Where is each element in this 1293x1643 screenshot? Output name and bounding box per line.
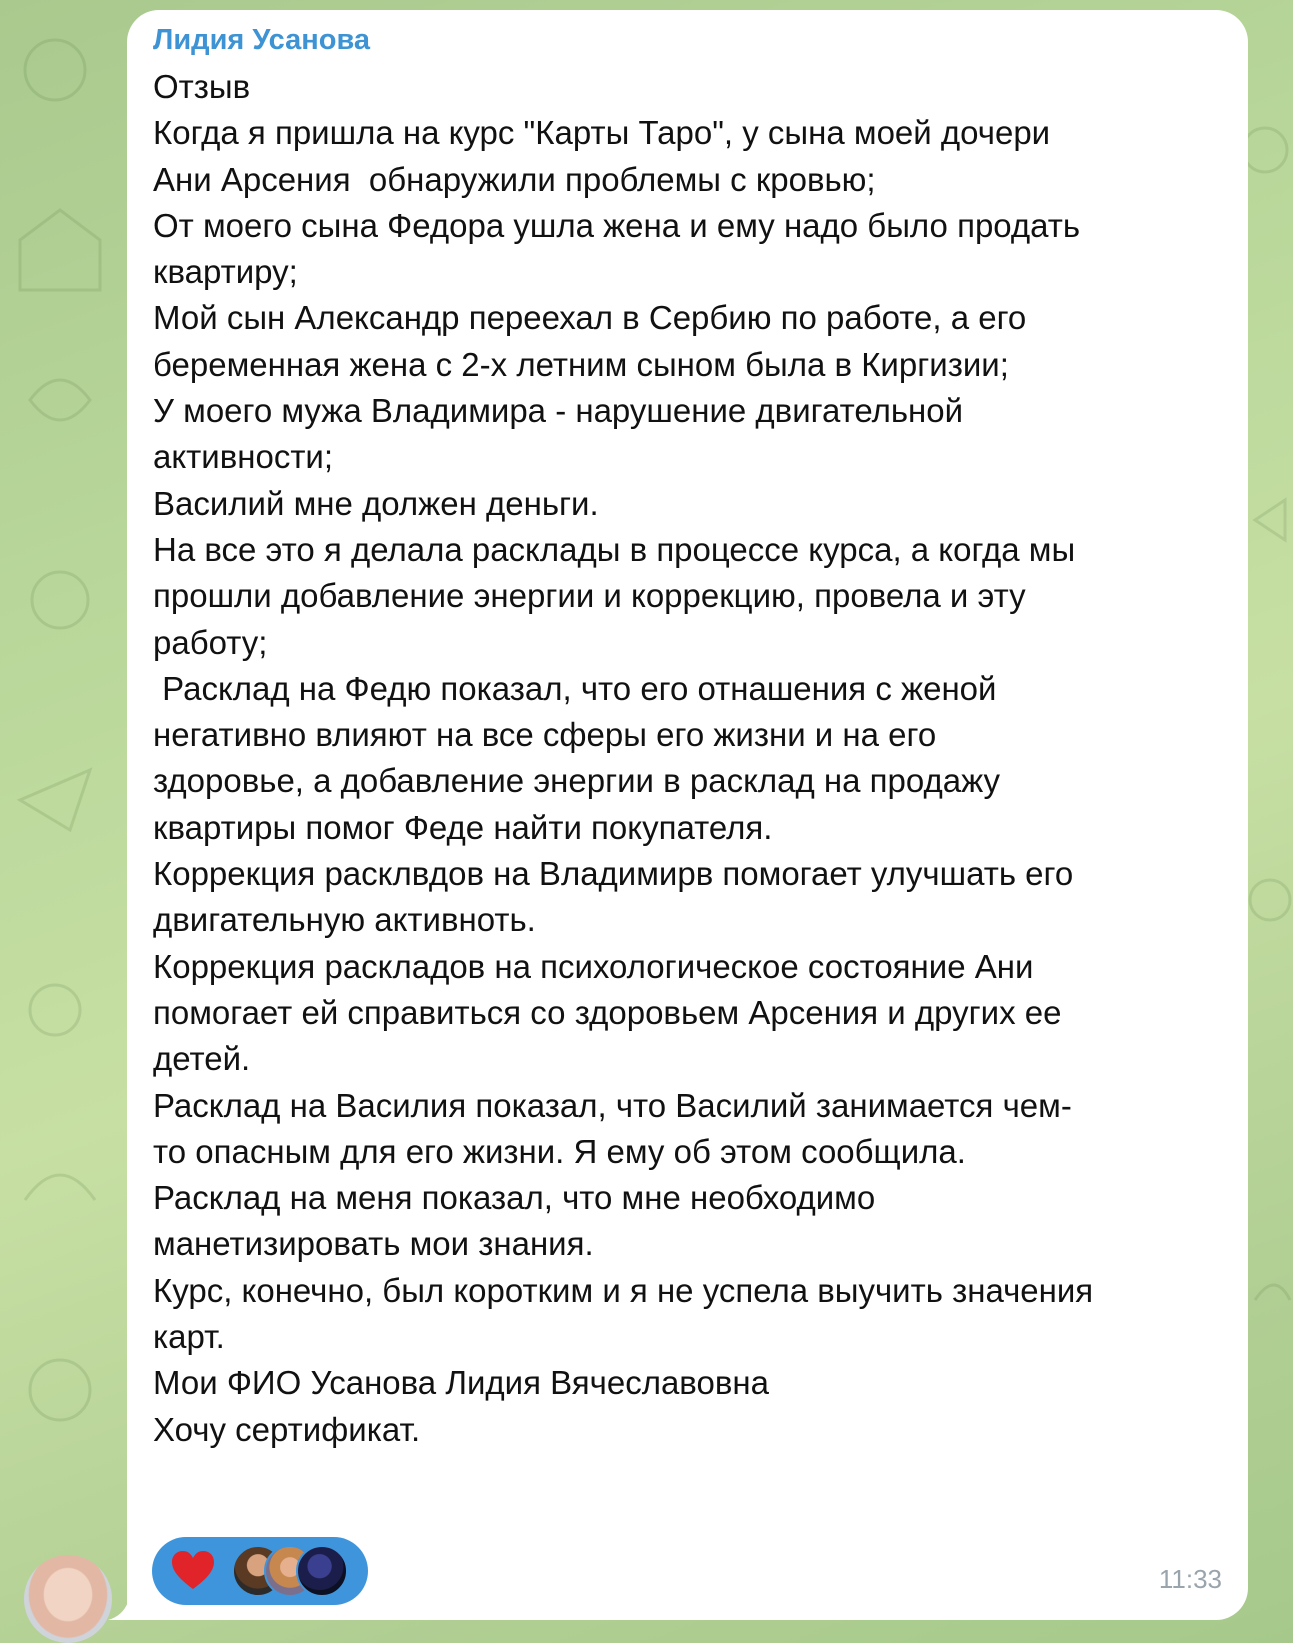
message-text: Отзыв Когда я пришла на курс "Карты Таро", у сына моей дочери Ани Арсения обнаружили проблемы с кровью; От моего сына Федора ушла жена и ему надо было продать квартиру; Мой сын Александр переехал в Сербию по работе, а его беременная жена с 2-х летним сыном была в Киргизии; У моего мужа Владимира - нарушение двигательной активности; Василий мне должен деньги. На все это я делала расклады в процессе курса, а когда мы прошли добавление энергии и коррекцию, провела и эту работу; Расклад на Федю показал, что его отнашения с женой негативно влияют на все сферы его жизни и на его здоровье, а добавление энергии в расклад на продажу квартиры помог Феде найти покупателя. Коррекция расклвдов на Владимирв помогает улучшать его двигательную активноть. Коррекция раскладов на психологическое состояние Ани помогает ей справиться со здоровьем Арсения и других ее детей. Расклад на Василия показал, что Василий занимается чем- то опасным для его жизни. Я ему об этом сообщила. Расклад на меня показал, что мне необходимо манетизировать мои знания. Курс, конечно, был коротким и я не успела выучить значения карт. Мои ФИО Усанова Лидия Вячеславовна Хочу сертификат. — [153, 68, 1094, 1448]
heart-icon — [170, 1549, 216, 1593]
bubble-tail — [108, 1595, 148, 1620]
reaction-pill[interactable] — [152, 1537, 368, 1605]
sender-avatar[interactable] — [24, 1555, 112, 1643]
sender-name[interactable]: Лидия Усанова — [153, 24, 371, 56]
reactor-avatar — [296, 1545, 348, 1597]
message-bubble[interactable] — [127, 10, 1248, 1620]
message-time: 11:33 — [1158, 1564, 1222, 1594]
